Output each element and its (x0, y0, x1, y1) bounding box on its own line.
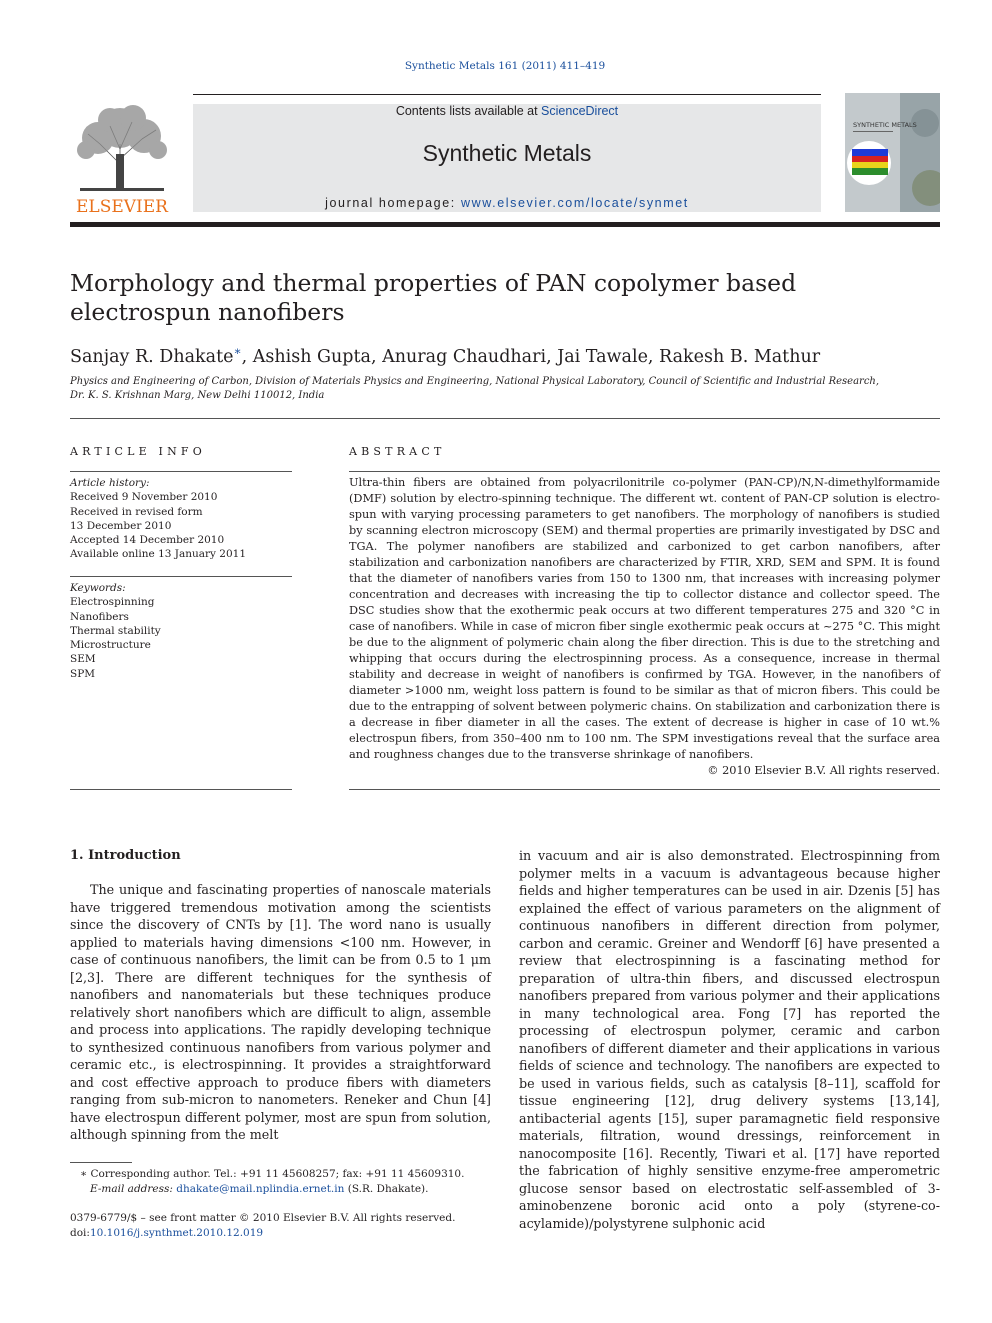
publisher-wordmark: ELSEVIER (76, 197, 168, 216)
keyword-item: SPM (70, 667, 96, 680)
doi-link[interactable]: 10.1016/j.synthmet.2010.12.019 (89, 1226, 264, 1239)
history-item: Received in revised form (70, 505, 203, 518)
keyword-item: Electrospinning (70, 596, 155, 609)
intro-paragraph-continued: in vacuum and air is also demonstrated. Electrospinning from polymer melts in a vacuum is advantageous because higher fields and higher temperatures can be used in air. Dzenis [5] has explained the effect of various parameters on the alignment of continuous nanofibers in different direction from polymer, carbon and ceramic. Greiner and Wendorff [6] have presented a review that electrospinning is a fascinating method for preparation of ultra-thin fibers, and discussed electrospun nanofibers prepared from various polymer and their applications in many technological area. Fong [7] has reported the processing of electrospun polymer, ceramic and carbon nanofibers of different diameter and their applications in various fields of science and technology. The nanofibers are expected to be used in various fields, such as catalysis [8–11], scaffold for tissue engineering [12], drug delivery systems [13,14], antibacterial agents [15], super paramagnetic field responsive materials, filtration, wound dressings, reinforcement in nanocomposite [16]. Recently, Tiwari et al. [17] have reported the fabrication of highly sensitive enzyme-free amperometric glucose sensor based on electrostatic self-assembled of 3-aminobenzene boronic acid onto a poly (styrene-co-acylamide)/polystyrene sulphonic acid (519, 848, 940, 1231)
abstract-heading: ABSTRACT (349, 445, 446, 458)
affiliation-line-2: Dr. K. S. Krishnan Marg, New Delhi 110012, India (70, 390, 325, 401)
header-bottom-rule (70, 222, 940, 227)
keyword-item: Thermal stability (70, 624, 161, 637)
intro-right-column (519, 847, 940, 1232)
elsevier-tree-icon (70, 104, 174, 216)
affiliation-divider (70, 418, 940, 419)
contents-line (193, 104, 821, 118)
keyword-item: Microstructure (70, 639, 151, 652)
corresponding-author-marker[interactable]: ∗ (233, 344, 242, 358)
affiliation-line-1: Physics and Engineering of Carbon, Division of Materials Physics and Engineering, National Physical Laboratory, Council of Scientific and Industrial Research, (70, 376, 880, 387)
corresponding-footnote (70, 1167, 480, 1196)
header-top-rule (193, 94, 821, 95)
email-line (80, 1182, 480, 1197)
intro-paragraph: The unique and fascinating properties of nanoscale materials have triggered tremendous motivation among the scientists since the discovery of CNTs by [1]. The word nano is usually applied to materials having dimensions <100 nm. However, in case of continuous nanofibers, the limit can be from 0.5 to 1 μm [2,3]. There are different techniques for the synthesis of nanofibers and nanomaterials but these techniques produce relatively short nanofibers which are difficult to align, assemble and process into applications. The rapidly developing technique to synthesized continuous nanofibers from various polymer and ceramic etc., is electrospinning. It provides a straightforward and cost effective approach to produce fibers with diameters ranging from sub-micron to nanometers. Reneker and Chun [4] have electrospun different polymer, most are spun from solution, although spinning from the melt (70, 882, 491, 1142)
article-info-bottom-rule (70, 789, 292, 790)
abstract-text: Ultra-thin fibers are obtained from polyacrilonitrile co-polymer (PAN-CP)/N,N-dimethylformamide (DMF) solution by electro-spinning technique. The different wt. content of PAN-CP solution is electro-spun with varying processing parameters to get nanofibers. The morphology of nanofibers is studied by scanning electron microscopy (SEM) and thermal properties are primarily investigated by DSC and TGA. The polymer nanofibers are stabilized and carbonized to get carbon nanofibers, after stabilization and carbonization nanofibers are characterized by FTIR, XRD, SEM and SPM. It is found that the diameter of nanofibers varies from 150 to 1300 nm, that increases with increasing polymer concentration and decreases with increasing the tip to collector distance and collector speed. The DSC studies show that the exothermic peak occurs at two different temperatures 275 and 320 °C in case of nanofibers. While in case of micron fiber single exothermic peak occurs at ~275 °C. This might be due to the alignment of polymeric chain along the fiber direction. This is due to the stretching and whipping that occurs during the electrospinning process. As a consequence, increase in thermal stability and decrease in weight of nanofibers is confirmed by TGA. However, in the nanofibers of diameter >1000 nm, weight loss pattern is found to be similar as that of micron fibers. This could be due to the entrapping of solvent between polymeric chains. On stabilization and carbonization there is a decrease in fiber diameter in all the cases. The extent of decrease is higher in case of 10 wt.% electrospun fibers, from 350–400 nm to 100 nm. The SPM investigations reveal that the surface area and roughness changes due to the transverse shrinkage of nanofibers. (349, 476, 940, 761)
keywords (70, 581, 292, 681)
journal-citation[interactable]: Synthetic Metals 161 (2011) 411–419 (404, 60, 606, 72)
journal-title: Synthetic Metals (422, 140, 592, 166)
author-list (70, 344, 820, 367)
article-history (70, 476, 292, 562)
keywords-rule (70, 576, 292, 577)
elsevier-logo (70, 104, 174, 216)
affiliation (70, 375, 950, 403)
email-link[interactable]: dhakate@mail.nplindia.ernet.in (176, 1182, 345, 1195)
history-item: Available online 13 January 2011 (70, 548, 247, 561)
issn-line: 0379-6779/$ – see front matter © 2010 Elsevier B.V. All rights reserved. (70, 1212, 456, 1224)
journal-banner (193, 104, 821, 212)
intro-left-column (70, 881, 491, 1144)
sciencedirect-link[interactable]: ScienceDirect (541, 104, 619, 118)
contents-prefix: Contents lists available at (395, 104, 542, 118)
article-title: Morphology and thermal properties of PAN copolymer based electrospun nanofibers (70, 269, 797, 326)
homepage-link[interactable]: www.elsevier.com/locate/synmet (460, 196, 689, 210)
article-info-rule (70, 471, 292, 472)
history-label: Article history: (70, 477, 150, 489)
history-item: 13 December 2010 (70, 519, 172, 532)
keyword-item: SEM (70, 653, 96, 666)
history-item: Accepted 14 December 2010 (70, 534, 225, 547)
doi-line (70, 1226, 470, 1241)
corresponding-author-line: ∗ Corresponding author. Tel.: +91 11 45608257; fax: +91 11 45609310. (80, 1168, 465, 1180)
homepage-prefix: journal homepage: (325, 196, 461, 210)
journal-cover-thumbnail (845, 93, 940, 212)
homepage-line (193, 196, 821, 210)
email-label: E-mail address: (90, 1182, 177, 1195)
front-matter (70, 1211, 470, 1240)
abstract-copyright: © 2010 Elsevier B.V. All rights reserved. (707, 764, 940, 777)
keywords-label: Keywords: (70, 582, 126, 594)
abstract-rule (349, 471, 940, 472)
cover-title: SYNTHETIC METALS (853, 121, 917, 129)
doi-label: doi: (70, 1226, 90, 1239)
abstract-bottom-rule (349, 789, 940, 790)
section-heading-introduction: 1. Introduction (70, 848, 181, 863)
history-item: Received 9 November 2010 (70, 491, 218, 504)
cover-image (845, 93, 940, 212)
other-authors: , Ashish Gupta, Anurag Chaudhari, Jai Tawale, Rakesh B. Mathur (241, 346, 821, 367)
first-author: Sanjay R. Dhakate (70, 346, 234, 367)
footnote-rule (70, 1162, 132, 1163)
keyword-item: Nanofibers (70, 610, 129, 623)
article-info-heading: ARTICLE INFO (70, 445, 206, 458)
email-suffix: (S.R. Dhakate). (344, 1182, 429, 1195)
